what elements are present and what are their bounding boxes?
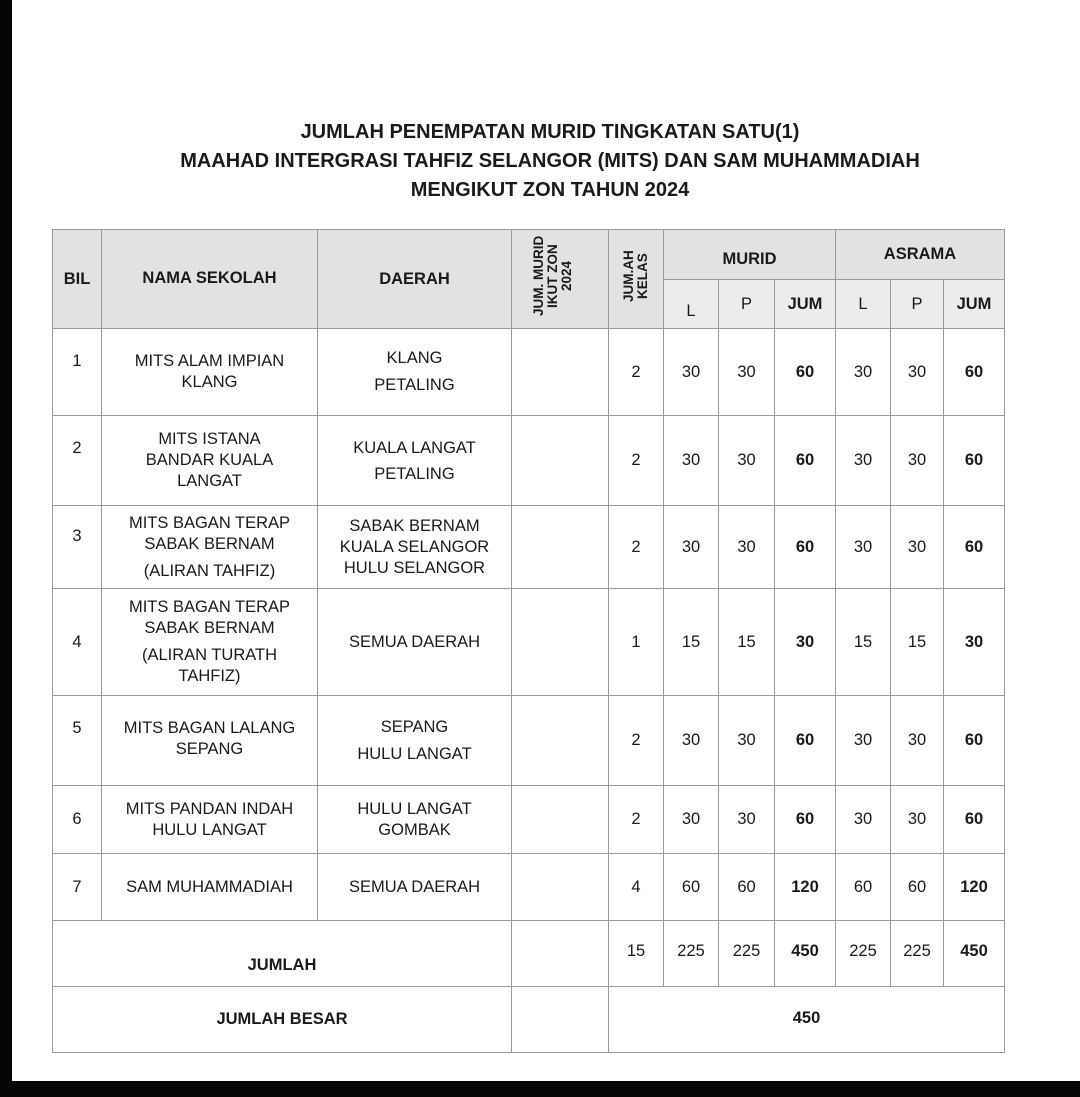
row-jum-murid-zon — [512, 854, 609, 921]
row-jum-murid-zon — [512, 329, 609, 416]
row-asrama-p: 30 — [891, 329, 944, 416]
header-jum-murid-zon: JUM. MURID IKUT ZON 2024 — [512, 230, 609, 329]
table-row — [53, 506, 1005, 589]
header-asrama: ASRAMA — [836, 230, 1005, 280]
row-school-name: MITS PANDAN INDAH HULU LANGAT — [102, 786, 318, 854]
table-row — [53, 589, 1005, 696]
row-bil: 5 — [53, 696, 102, 786]
title-line-2: MAAHAD INTERGRASI TAHFIZ SELANGOR (MITS) DAN SAM MUHAMMADIAH — [180, 150, 920, 172]
header-nama-sekolah: NAMA SEKOLAH — [102, 230, 318, 329]
header-bil: BIL — [53, 230, 102, 329]
row-asrama-l: 15 — [836, 589, 891, 696]
header-asrama-p: P — [891, 280, 944, 329]
row-jum-murid-zon — [512, 786, 609, 854]
table-row — [53, 696, 1005, 786]
row-school-name: MITS ALAM IMPIAN KLANG — [102, 329, 318, 416]
total-label: JUMLAH — [53, 921, 512, 987]
row-asrama-l: 30 — [836, 786, 891, 854]
row-district: SEPANG HULU LANGAT — [318, 696, 512, 786]
placement-table — [52, 229, 1005, 1053]
row-district: SEMUA DAERAH — [318, 589, 512, 696]
row-asrama-p: 30 — [891, 696, 944, 786]
row-kelas: 2 — [609, 506, 664, 589]
row-school-name: MITS ISTANA BANDAR KUALA LANGAT — [102, 416, 318, 506]
table-row — [53, 329, 1005, 416]
row-school-name: SAM MUHAMMADIAH — [102, 854, 318, 921]
row-murid-jum: 60 — [775, 696, 836, 786]
total-row — [53, 921, 1005, 987]
row-asrama-l: 30 — [836, 506, 891, 589]
row-murid-l: 30 — [664, 416, 719, 506]
row-school-name: MITS BAGAN TERAP SABAK BERNAM (ALIRAN TURATH TAHFIZ) — [102, 589, 318, 696]
row-murid-p: 15 — [719, 589, 775, 696]
grand-total-row — [53, 987, 1005, 1053]
row-murid-p: 30 — [719, 416, 775, 506]
header-murid-jum: JUM — [775, 280, 836, 329]
row-school-name: MITS BAGAN LALANG SEPANG — [102, 696, 318, 786]
row-murid-jum: 120 — [775, 854, 836, 921]
row-district: HULU LANGAT GOMBAK — [318, 786, 512, 854]
total-asrama-p: 225 — [891, 921, 944, 987]
row-kelas: 2 — [609, 329, 664, 416]
row-murid-jum: 30 — [775, 589, 836, 696]
total-asrama-l: 225 — [836, 921, 891, 987]
row-bil: 7 — [53, 854, 102, 921]
row-district: SABAK BERNAM KUALA SELANGOR HULU SELANGOR — [318, 506, 512, 589]
table-row — [53, 416, 1005, 506]
document-title — [0, 118, 1080, 205]
row-asrama-jum: 30 — [944, 589, 1005, 696]
row-asrama-p: 15 — [891, 589, 944, 696]
total-murid-l: 225 — [664, 921, 719, 987]
row-asrama-l: 60 — [836, 854, 891, 921]
row-kelas: 4 — [609, 854, 664, 921]
row-kelas: 1 — [609, 589, 664, 696]
row-asrama-l: 30 — [836, 416, 891, 506]
row-kelas: 2 — [609, 786, 664, 854]
header-murid-p: P — [719, 280, 775, 329]
header-murid-l: L — [664, 280, 719, 329]
row-murid-jum: 60 — [775, 416, 836, 506]
row-jum-murid-zon — [512, 416, 609, 506]
row-murid-l: 15 — [664, 589, 719, 696]
row-asrama-p: 30 — [891, 416, 944, 506]
row-murid-p: 30 — [719, 786, 775, 854]
row-murid-jum: 60 — [775, 329, 836, 416]
table-row — [53, 786, 1005, 854]
header-murid: MURID — [664, 230, 836, 280]
row-bil: 2 — [53, 416, 102, 506]
row-murid-p: 60 — [719, 854, 775, 921]
row-murid-jum: 60 — [775, 506, 836, 589]
title-line-3: MENGIKUT ZON TAHUN 2024 — [410, 179, 690, 201]
row-murid-l: 30 — [664, 506, 719, 589]
row-murid-jum: 60 — [775, 786, 836, 854]
row-asrama-jum: 120 — [944, 854, 1005, 921]
total-kelas: 15 — [609, 921, 664, 987]
row-bil: 3 — [53, 506, 102, 589]
row-asrama-jum: 60 — [944, 786, 1005, 854]
row-murid-l: 30 — [664, 696, 719, 786]
row-asrama-jum: 60 — [944, 506, 1005, 589]
title-line-1: JUMLAH PENEMPATAN MURID TINGKATAN SATU(1) — [300, 121, 800, 143]
row-asrama-jum: 60 — [944, 696, 1005, 786]
row-district: KLANG PETALING — [318, 329, 512, 416]
row-kelas: 2 — [609, 696, 664, 786]
row-asrama-p: 30 — [891, 786, 944, 854]
row-district: KUALA LANGAT PETALING — [318, 416, 512, 506]
row-bil: 4 — [53, 589, 102, 696]
total-jum-murid-zon — [512, 921, 609, 987]
row-jum-murid-zon — [512, 589, 609, 696]
row-bil: 6 — [53, 786, 102, 854]
row-asrama-l: 30 — [836, 696, 891, 786]
header-daerah: DAERAH — [318, 230, 512, 329]
row-murid-p: 30 — [719, 506, 775, 589]
row-jum-murid-zon — [512, 506, 609, 589]
header-asrama-jum: JUM — [944, 280, 1005, 329]
header-jum-kelas: JUM.AH KELAS — [609, 230, 664, 329]
row-asrama-p: 30 — [891, 506, 944, 589]
row-murid-l: 60 — [664, 854, 719, 921]
row-asrama-jum: 60 — [944, 329, 1005, 416]
total-murid-p: 225 — [719, 921, 775, 987]
total-asrama-jum: 450 — [944, 921, 1005, 987]
grand-total-jum-murid-zon — [512, 987, 609, 1053]
header-asrama-l: L — [836, 280, 891, 329]
row-asrama-jum: 60 — [944, 416, 1005, 506]
row-murid-l: 30 — [664, 329, 719, 416]
row-murid-l: 30 — [664, 786, 719, 854]
row-murid-p: 30 — [719, 329, 775, 416]
grand-total-value: 450 — [609, 987, 1005, 1053]
bottom-edge-bar — [0, 1081, 1080, 1097]
row-asrama-p: 60 — [891, 854, 944, 921]
row-asrama-l: 30 — [836, 329, 891, 416]
row-school-name: MITS BAGAN TERAP SABAK BERNAM (ALIRAN TAHFIZ) — [102, 506, 318, 589]
row-murid-p: 30 — [719, 696, 775, 786]
table-row — [53, 854, 1005, 921]
row-kelas: 2 — [609, 416, 664, 506]
grand-total-label: JUMLAH BESAR — [53, 987, 512, 1053]
total-murid-jum: 450 — [775, 921, 836, 987]
row-district: SEMUA DAERAH — [318, 854, 512, 921]
row-bil: 1 — [53, 329, 102, 416]
row-jum-murid-zon — [512, 696, 609, 786]
